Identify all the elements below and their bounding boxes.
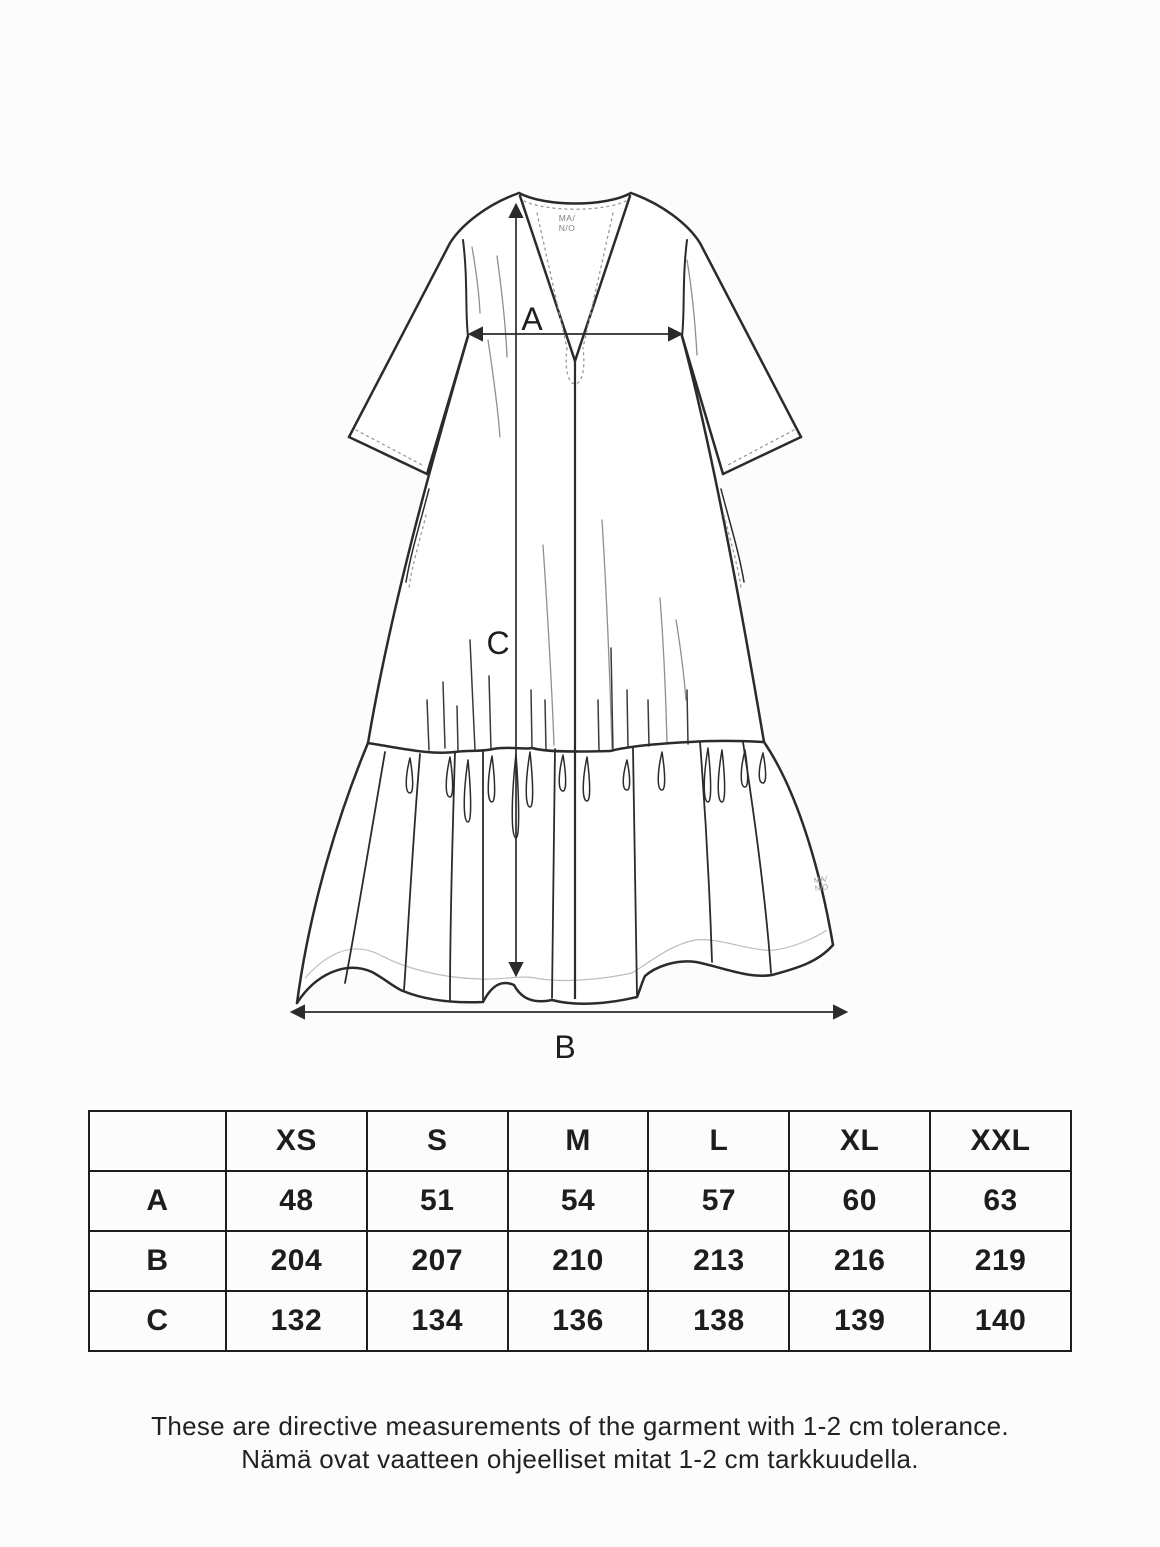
tolerance-note-en: These are directive measurements of the garment with 1-2 cm tolerance. — [151, 1411, 1009, 1441]
value-b-l: 213 — [648, 1231, 789, 1291]
size-table — [88, 1110, 1072, 1352]
tolerance-note — [0, 1410, 1160, 1476]
value-c-xl: 139 — [789, 1291, 930, 1351]
table-row-c — [89, 1291, 1071, 1351]
value-c-xxl: 140 — [930, 1291, 1071, 1351]
size-column-s: S — [367, 1111, 508, 1171]
row-label-b: B — [89, 1231, 226, 1291]
svg-text:N/O: N/O — [558, 223, 576, 233]
size-column-m: M — [508, 1111, 649, 1171]
value-b-xl: 216 — [789, 1231, 930, 1291]
brand-neck-label — [559, 213, 576, 233]
table-row-a — [89, 1171, 1071, 1231]
row-label-a: A — [89, 1171, 226, 1231]
value-a-s: 51 — [367, 1171, 508, 1231]
value-a-m: 54 — [508, 1171, 649, 1231]
size-column-xl: XL — [789, 1111, 930, 1171]
value-c-m: 136 — [508, 1291, 649, 1351]
value-a-xs: 48 — [226, 1171, 367, 1231]
svg-text:MA/: MA/ — [558, 213, 576, 223]
row-label-c: C — [89, 1291, 226, 1351]
value-b-m: 210 — [508, 1231, 649, 1291]
tolerance-note-fi: Nämä ovat vaatteen ohjeelliset mitat 1-2 cm tarkkuudella. — [241, 1444, 919, 1474]
table-row-b — [89, 1231, 1071, 1291]
size-column-xs: XS — [226, 1111, 367, 1171]
value-c-l: 138 — [648, 1291, 789, 1351]
size-column-l: L — [648, 1111, 789, 1171]
dress-silhouette — [297, 193, 833, 1004]
svg-text:MA/: MA/ — [813, 874, 828, 885]
measurement-label-b: B — [554, 1029, 576, 1065]
svg-text:N/O: N/O — [814, 882, 829, 893]
value-b-xs: 204 — [226, 1231, 367, 1291]
value-c-xs: 132 — [226, 1291, 367, 1351]
value-c-s: 134 — [367, 1291, 508, 1351]
measurement-label-a: A — [521, 301, 543, 337]
brand-watermark — [813, 874, 829, 893]
value-a-xxl: 63 — [930, 1171, 1071, 1231]
size-table-header-row — [89, 1111, 1071, 1171]
value-a-xl: 60 — [789, 1171, 930, 1231]
measurement-label-c: C — [486, 625, 510, 661]
corner-cell — [89, 1111, 226, 1171]
value-b-xxl: 219 — [930, 1231, 1071, 1291]
value-a-l: 57 — [648, 1171, 789, 1231]
size-column-xxl: XXL — [930, 1111, 1071, 1171]
value-b-s: 207 — [367, 1231, 508, 1291]
